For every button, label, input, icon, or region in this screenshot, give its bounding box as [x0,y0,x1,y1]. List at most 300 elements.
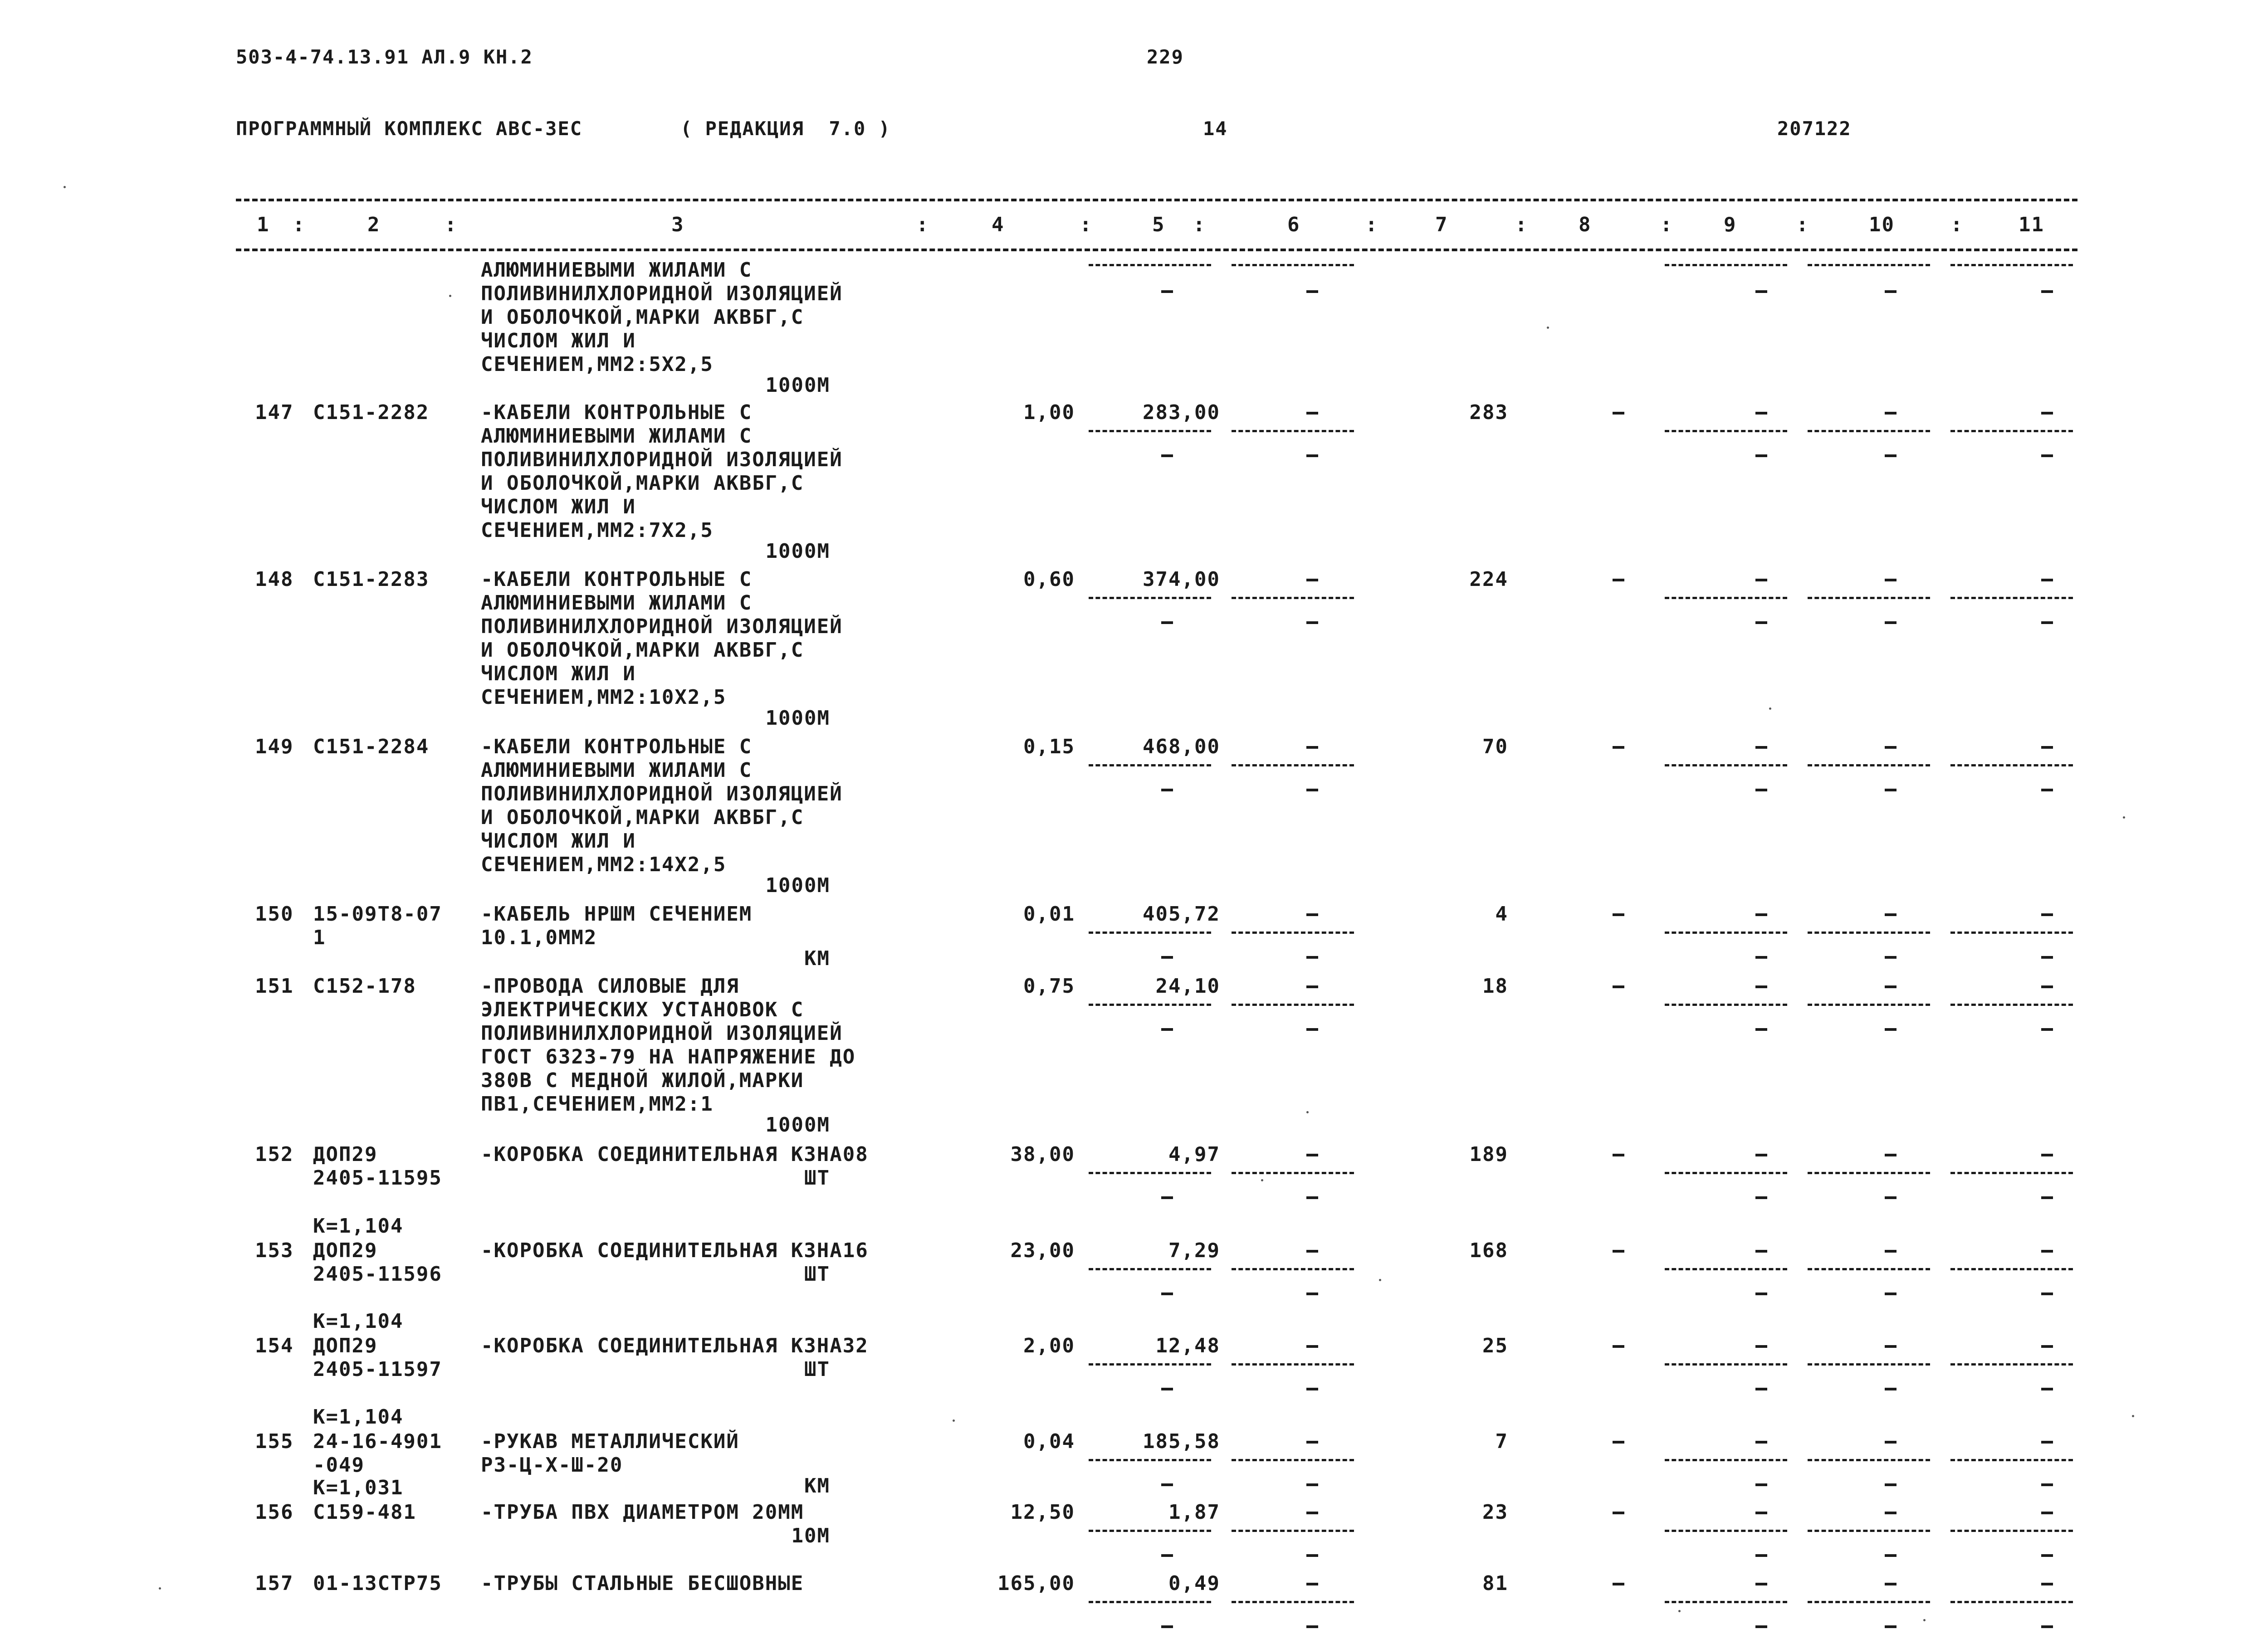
item-description-line: СЕЧЕНИЕМ,ММ2:7Х2,5 [481,519,714,542]
column-header-10: 10 [1869,213,1895,236]
empty-cell-dash [1755,579,1767,581]
item-description-line: АЛЮМИНИЕВЫМИ ЖИЛАМИ С [481,759,753,782]
empty-cell-dash [1755,913,1767,916]
item-code: -049 [313,1454,365,1477]
table-header-rule [236,249,2077,251]
column-underline [1232,264,1354,266]
item-description-line: ЧИСЛОМ ЖИЛ И [481,662,636,685]
item-unit: ШТ [804,1166,830,1190]
empty-cell-dash [2041,1441,2053,1444]
empty-cell-dash [2041,1345,2053,1348]
empty-cell-dash [1885,1028,1897,1031]
column-underline [1808,764,1930,766]
column-underline [1665,264,1787,266]
empty-cell-dash [1885,1388,1897,1390]
coefficient: К=1,031 [313,1476,404,1499]
item-total: 283 [1469,401,1508,424]
column-underline [1808,264,1930,266]
empty-cell-dash [1306,1483,1318,1486]
column-underline [1089,1530,1211,1532]
item-description-line: И ОБОЛОЧКОЙ,МАРКИ АКВБГ,С [481,639,804,662]
column-underline [1950,1004,2073,1006]
empty-cell-dash [1755,1441,1767,1444]
item-description-line: АЛЮМИНИЕВЫМИ ЖИЛАМИ С [481,591,753,615]
empty-cell-dash [1161,1554,1173,1557]
column-underline [1089,430,1211,432]
item-price: 374,00 [1143,568,1220,591]
empty-cell-dash [1755,789,1767,791]
column-underline [1665,1172,1787,1174]
column-underline [1089,1459,1211,1461]
item-total: 25 [1482,1334,1508,1357]
item-total: 168 [1469,1239,1508,1262]
empty-cell-dash [2041,621,2053,624]
item-code: 15-09Т8-07 [313,902,442,926]
item-description-line: -ПРОВОДА СИЛОВЫЕ ДЛЯ [481,975,739,998]
empty-cell-dash [2041,956,2053,959]
empty-cell-dash [1885,1512,1897,1514]
column-header-9: 9 [1724,213,1737,236]
empty-cell-dash [1885,1483,1897,1486]
empty-cell-dash [2041,1583,2053,1585]
item-price: 185,58 [1143,1430,1220,1453]
empty-cell-dash [1306,454,1318,457]
item-description-line: И ОБОЛОЧКОЙ,МАРКИ АКВБГ,С [481,472,804,495]
column-underline [1808,430,1930,432]
column-underline [1089,932,1211,934]
empty-cell-dash [1755,985,1767,988]
empty-cell-dash [1885,1554,1897,1557]
column-underline [1232,932,1354,934]
column-underline [1665,1004,1787,1006]
item-description-line: -КОРОБКА СОЕДИНИТЕЛЬНАЯ КЗНА32 [481,1334,869,1357]
empty-cell-dash [1613,913,1624,916]
column-underline [1232,1363,1354,1366]
item-description-line: СЕЧЕНИЕМ,ММ2:14Х2,5 [481,853,727,876]
empty-cell-dash [2041,1625,2053,1628]
item-unit: КМ [804,947,830,970]
column-underline [1089,264,1211,266]
column-underline [1089,1004,1211,1006]
sheet-number: 14 [1203,117,1228,140]
item-total: 18 [1482,975,1508,998]
row-number: 154 [255,1334,294,1357]
empty-cell-dash [1161,956,1173,959]
empty-cell-dash [2041,1512,2053,1514]
item-description-line: ПВ1,СЕЧЕНИЕМ,ММ2:1 [481,1093,714,1116]
empty-cell-dash [2041,290,2053,293]
column-underline [1950,1172,2073,1174]
item-description-line: Р3-Ц-Х-Ш-20 [481,1454,623,1477]
item-price: 0,49 [1168,1572,1220,1595]
empty-cell-dash [1885,1583,1897,1585]
empty-cell-dash [1755,1388,1767,1390]
empty-cell-dash [1306,579,1318,581]
item-unit: 1000М [765,707,830,730]
item-description-line: ПОЛИВИНИЛХЛОРИДНОЙ ИЗОЛЯЦИЕЙ [481,1022,843,1045]
empty-cell-dash [1755,1154,1767,1156]
column-separator: : [445,213,458,236]
item-quantity: 0,01 [1023,902,1075,926]
item-total: 189 [1469,1143,1508,1166]
page-number: 229 [1147,46,1184,68]
item-description-line: -КАБЕЛИ КОНТРОЛЬНЫЕ С [481,401,753,424]
empty-cell-dash [1755,1512,1767,1514]
empty-cell-dash [1755,1483,1767,1486]
column-separator: : [1796,213,1809,236]
program-name: ПРОГРАММНЫЙ КОМПЛЕКС АВС-3ЕС [236,117,583,140]
column-separator: : [1660,213,1673,236]
empty-cell-dash [1306,621,1318,624]
column-underline [1808,1601,1930,1603]
item-code: ДОП29 [313,1239,378,1262]
item-code: 2405-11597 [313,1358,442,1381]
empty-cell-dash [1161,1625,1173,1628]
empty-cell-dash [1885,1293,1897,1295]
column-underline [1950,764,2073,766]
empty-cell-dash [1306,1512,1318,1514]
item-description-line: АЛЮМИНИЕВЫМИ ЖИЛАМИ С [481,424,753,448]
item-unit: ШТ [804,1263,830,1286]
program-edition: ( РЕДАКЦИЯ 7.0 ) [680,117,891,140]
empty-cell-dash [1755,746,1767,749]
item-code: С159-481 [313,1501,416,1524]
empty-cell-dash [2041,454,2053,457]
item-code: С151-2284 [313,735,430,758]
empty-cell-dash [1613,985,1624,988]
item-price: 12,48 [1155,1334,1220,1357]
empty-cell-dash [1306,290,1318,293]
column-underline [1665,1363,1787,1366]
empty-cell-dash [1613,412,1624,415]
column-underline [1950,264,2073,266]
empty-cell-dash [1306,985,1318,988]
item-unit: 1000М [765,874,830,897]
table-top-rule [236,199,2077,201]
column-underline [1232,1268,1354,1270]
column-underline [1232,764,1354,766]
item-description-line: СЕЧЕНИЕМ,ММ2:5Х2,5 [481,353,714,376]
row-number: 153 [255,1239,294,1262]
item-description-line: ПОЛИВИНИЛХЛОРИДНОЙ ИЗОЛЯЦИЕЙ [481,448,843,471]
column-underline [1089,1172,1211,1174]
item-description-line: АЛЮМИНИЕВЫМИ ЖИЛАМИ С [481,259,753,282]
item-price: 468,00 [1143,735,1220,758]
document-id: 207122 [1777,117,1852,140]
item-unit: 1000М [765,374,830,397]
row-number: 157 [255,1572,294,1595]
row-number: 155 [255,1430,294,1453]
empty-cell-dash [1161,1483,1173,1486]
item-code: С151-2282 [313,401,430,424]
item-price: 24,10 [1155,975,1220,998]
item-code: 2405-11595 [313,1166,442,1190]
item-price: 1,87 [1168,1501,1220,1524]
column-underline [1950,932,2073,934]
column-separator: : [1515,213,1528,236]
scan-speck [1261,1179,1263,1181]
column-underline [1808,932,1930,934]
scan-speck [1547,327,1549,329]
empty-cell-dash [1755,621,1767,624]
item-description-line: -ТРУБА ПВХ ДИАМЕТРОМ 20ММ [481,1501,804,1524]
empty-cell-dash [1885,290,1897,293]
empty-cell-dash [1755,290,1767,293]
empty-cell-dash [1885,789,1897,791]
item-quantity: 38,00 [1010,1143,1075,1166]
column-underline [1808,1268,1930,1270]
empty-cell-dash [1161,1388,1173,1390]
empty-cell-dash [1613,1345,1624,1348]
empty-cell-dash [1755,412,1767,415]
scan-speck [2123,816,2125,819]
item-description-line: 380В С МЕДНОЙ ЖИЛОЙ,МАРКИ [481,1069,804,1092]
empty-cell-dash [2041,412,2053,415]
column-underline [1950,1459,2073,1461]
column-header-8: 8 [1579,213,1592,236]
item-code: 2405-11596 [313,1263,442,1286]
item-description-line: И ОБОЛОЧКОЙ,МАРКИ АКВБГ,С [481,306,804,329]
item-description-line: -КОРОБКА СОЕДИНИТЕЛЬНАЯ КЗНА16 [481,1239,869,1262]
empty-cell-dash [2041,1196,2053,1199]
empty-cell-dash [2041,1554,2053,1557]
item-unit: 1000М [765,540,830,563]
column-separator: : [293,213,306,236]
item-quantity: 12,50 [1010,1501,1075,1524]
item-quantity: 0,75 [1023,975,1075,998]
item-description-line: ЧИСЛОМ ЖИЛ И [481,829,636,853]
empty-cell-dash [2041,1483,2053,1486]
empty-cell-dash [2041,1293,2053,1295]
item-code: С152-178 [313,975,416,998]
item-description-line: -КАБЕЛИ КОНТРОЛЬНЫЕ С [481,568,753,591]
item-unit: КМ [804,1474,830,1497]
empty-cell-dash [1885,1441,1897,1444]
scan-speck [1923,1619,1926,1621]
empty-cell-dash [1306,1196,1318,1199]
item-total: 7 [1495,1430,1508,1453]
column-underline [1808,1530,1930,1532]
column-underline [1808,1172,1930,1174]
item-code: 01-13СТР75 [313,1572,442,1595]
column-separator: : [1950,213,1964,236]
column-header-7: 7 [1435,213,1448,236]
item-description-line: -ТРУБЫ СТАЛЬНЫЕ БЕСШОВНЫЕ [481,1572,804,1595]
column-underline [1232,1530,1354,1532]
empty-cell-dash [1613,1250,1624,1253]
column-underline [1232,1172,1354,1174]
empty-cell-dash [1306,913,1318,916]
empty-cell-dash [2041,985,2053,988]
coefficient: К=1,104 [313,1405,404,1429]
item-description-line: И ОБОЛОЧКОЙ,МАРКИ АКВБГ,С [481,806,804,829]
item-code: 24-16-4901 [313,1430,442,1453]
empty-cell-dash [1755,1625,1767,1628]
column-header-3: 3 [671,213,684,236]
row-number: 150 [255,902,294,926]
empty-cell-dash [1755,1345,1767,1348]
column-separator: : [1080,213,1093,236]
scan-speck [1306,1111,1309,1113]
item-total: 70 [1482,735,1508,758]
column-underline [1665,1268,1787,1270]
column-header-1: 1 [257,213,270,236]
column-underline [1808,1004,1930,1006]
empty-cell-dash [1755,1293,1767,1295]
column-header-11: 11 [2019,213,2044,236]
empty-cell-dash [2041,1250,2053,1253]
item-description-line: ЭЛЕКТРИЧЕСКИХ УСТАНОВОК С [481,998,804,1021]
empty-cell-dash [1306,1554,1318,1557]
column-underline [1950,1268,2073,1270]
item-unit: ШТ [804,1358,830,1381]
empty-cell-dash [1306,1388,1318,1390]
item-description-line: ЧИСЛОМ ЖИЛ И [481,329,636,352]
empty-cell-dash [1161,1028,1173,1031]
column-separator: : [1193,213,1206,236]
item-price: 7,29 [1168,1239,1220,1262]
empty-cell-dash [2041,913,2053,916]
empty-cell-dash [1161,290,1173,293]
item-description-line: -КАБЕЛИ КОНТРОЛЬНЫЕ С [481,735,753,758]
scan-speck [953,1419,955,1422]
item-code: 1 [313,926,326,949]
item-quantity: 165,00 [997,1572,1075,1595]
column-separator: : [916,213,929,236]
item-unit: 1000М [765,1113,830,1136]
empty-cell-dash [1885,1154,1897,1156]
column-underline [1232,430,1354,432]
item-description-line: -КАБЕЛЬ НРШМ СЕЧЕНИЕМ [481,902,753,926]
item-description-line: 10.1,0ММ2 [481,926,597,949]
empty-cell-dash [1613,1154,1624,1156]
scan-speck [1678,1610,1681,1612]
empty-cell-dash [2041,1388,2053,1390]
empty-cell-dash [2041,789,2053,791]
column-underline [1950,1530,2073,1532]
scan-speck [159,1587,161,1590]
column-underline [1665,764,1787,766]
item-description-line: ГОСТ 6323-79 НА НАПРЯЖЕНИЕ ДО [481,1045,856,1068]
column-underline [1665,1601,1787,1603]
column-underline [1232,1004,1354,1006]
scan-speck [64,186,66,188]
empty-cell-dash [1755,454,1767,457]
empty-cell-dash [1306,412,1318,415]
column-underline [1950,430,2073,432]
column-underline [1665,597,1787,599]
item-quantity: 23,00 [1010,1239,1075,1262]
column-underline [1808,1363,1930,1366]
empty-cell-dash [1306,1154,1318,1156]
scan-speck [449,295,451,297]
column-header-5: 5 [1152,213,1165,236]
empty-cell-dash [1161,454,1173,457]
document-code: 503-4-74.13.91 АЛ.9 КН.2 [236,46,533,68]
item-total: 81 [1482,1572,1508,1595]
empty-cell-dash [2041,1028,2053,1031]
scan-speck [1769,707,1771,710]
item-price: 283,00 [1143,401,1220,424]
item-code: ДОП29 [313,1143,378,1166]
item-description-line: -КОРОБКА СОЕДИНИТЕЛЬНАЯ КЗНА08 [481,1143,869,1166]
empty-cell-dash [1306,1293,1318,1295]
empty-cell-dash [2041,1154,2053,1156]
column-header-2: 2 [367,213,381,236]
item-quantity: 0,60 [1023,568,1075,591]
empty-cell-dash [1885,956,1897,959]
item-description-line: ПОЛИВИНИЛХЛОРИДНОЙ ИЗОЛЯЦИЕЙ [481,282,843,305]
empty-cell-dash [1306,746,1318,749]
empty-cell-dash [1885,454,1897,457]
item-description-line: СЕЧЕНИЕМ,ММ2:10Х2,5 [481,686,727,709]
empty-cell-dash [1885,1625,1897,1628]
row-number: 156 [255,1501,294,1524]
row-number: 151 [255,975,294,998]
empty-cell-dash [1885,621,1897,624]
item-quantity: 1,00 [1023,401,1075,424]
column-underline [1950,1363,2073,1366]
column-underline [1089,1268,1211,1270]
column-underline [1665,430,1787,432]
item-code: С151-2283 [313,568,430,591]
empty-cell-dash [1613,1512,1624,1514]
empty-cell-dash [1306,1345,1318,1348]
item-description-line: ЧИСЛОМ ЖИЛ И [481,495,636,518]
scan-speck [1379,1279,1381,1281]
column-underline [1950,597,2073,599]
row-number: 147 [255,401,294,424]
empty-cell-dash [1613,746,1624,749]
row-number: 149 [255,735,294,758]
column-header-4: 4 [992,213,1005,236]
item-description-line: -РУКАВ МЕТАЛЛИЧЕСКИЙ [481,1430,739,1453]
item-quantity: 0,04 [1023,1430,1075,1453]
scan-speck [2132,1415,2134,1417]
empty-cell-dash [1161,789,1173,791]
column-underline [1665,1530,1787,1532]
row-number: 148 [255,568,294,591]
item-total: 23 [1482,1501,1508,1524]
item-code: ДОП29 [313,1334,378,1357]
column-underline [1808,597,1930,599]
item-quantity: 0,15 [1023,735,1075,758]
empty-cell-dash [1885,579,1897,581]
column-header-6: 6 [1287,213,1300,236]
empty-cell-dash [1306,1625,1318,1628]
column-underline [1808,1459,1930,1461]
coefficient: К=1,104 [313,1310,404,1333]
empty-cell-dash [1613,1441,1624,1444]
empty-cell-dash [1306,1250,1318,1253]
row-number: 152 [255,1143,294,1166]
empty-cell-dash [1161,1293,1173,1295]
column-underline [1950,1601,2073,1603]
item-description-line: ПОЛИВИНИЛХЛОРИДНОЙ ИЗОЛЯЦИЕЙ [481,615,843,638]
empty-cell-dash [1885,1345,1897,1348]
item-total: 224 [1469,568,1508,591]
empty-cell-dash [1885,412,1897,415]
column-underline [1665,1459,1787,1461]
item-quantity: 2,00 [1023,1334,1075,1357]
empty-cell-dash [1161,621,1173,624]
empty-cell-dash [1306,1441,1318,1444]
item-total: 4 [1495,902,1508,926]
empty-cell-dash [1755,1554,1767,1557]
empty-cell-dash [1755,1583,1767,1585]
empty-cell-dash [2041,579,2053,581]
empty-cell-dash [1755,1196,1767,1199]
